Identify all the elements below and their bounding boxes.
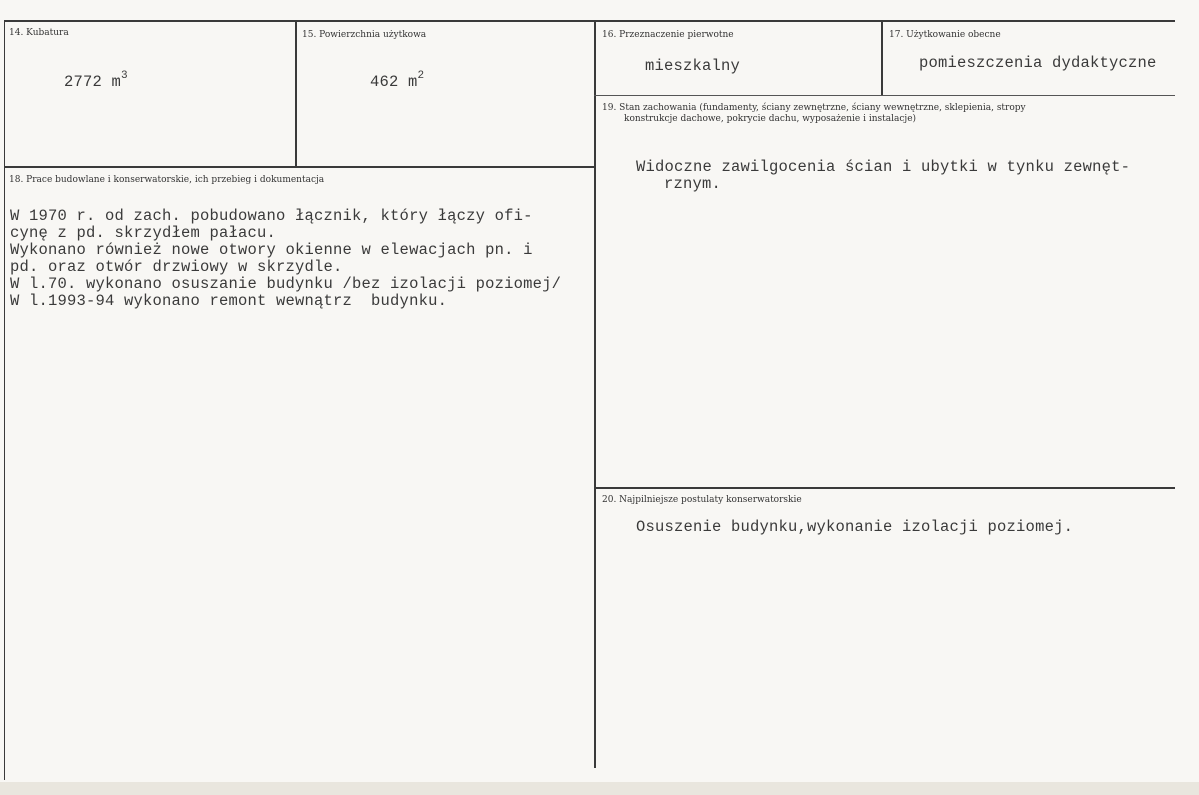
field-19-line: Widoczne zawilgocenia ścian i ubytki w tynku zewnęt- <box>636 158 1131 176</box>
field-17-label: 17. Użytkowanie obecne <box>889 30 1001 40</box>
top-rule <box>4 20 1175 22</box>
field-18-line: cynę z pd. skrzydłem pałacu. <box>10 224 277 242</box>
field-14-value <box>64 70 128 91</box>
field-14-number: 2772 m <box>64 73 122 91</box>
field-18-line: W l.70. wykonano osuszanie budynku /bez izolacji poziomej/ <box>10 275 562 293</box>
field-17-value: pomieszczenia dydaktyczne <box>919 54 1157 72</box>
field-16-value: mieszkalny <box>645 57 741 75</box>
field-16-label: 16. Przeznaczenie pierwotne <box>602 30 734 40</box>
card-bottom-edge <box>0 782 1199 795</box>
field-20-value: Osuszenie budynku,wykonanie izolacji poziomej. <box>636 518 1074 536</box>
field-20-label: 20. Najpilniejsze postulaty konserwatorskie <box>602 495 802 505</box>
field-15-number: 462 m <box>370 73 418 91</box>
field-15-value <box>370 70 425 91</box>
field-18-line: pd. oraz otwór drzwiowy w skrzydle. <box>10 258 343 276</box>
field-18-line: Wykonano również nowe otwory okienne w elewacjach pn. i <box>10 241 533 259</box>
field-14-unit-exponent: 3 <box>121 70 128 82</box>
field-18-label: 18. Prace budowlane i konserwatorskie, ich przebieg i dokumentacja <box>9 175 325 185</box>
field-18-text <box>10 191 561 310</box>
field-19-label-line-2: konstrukcje dachowe, pokrycie dachu, wyposażenie i instalacje) <box>624 114 917 124</box>
field-18-line: W l.1993-94 wykonano remont wewnątrz budynku. <box>10 292 448 310</box>
field-18-line: W 1970 r. od zach. pobudowano łącznik, który łączy ofi- <box>10 207 533 225</box>
field-15-unit-exponent: 2 <box>417 70 425 82</box>
rule-under-14-15 <box>4 166 594 168</box>
left-border <box>4 20 5 780</box>
rule-under-16-17 <box>594 95 1175 96</box>
field-19-label-line-1: 19. Stan zachowania (fundamenty, ściany zewnętrzne, ściany wewnętrzne, sklepienia, stropy <box>602 103 1026 113</box>
field-19-line: rznym. <box>664 175 722 193</box>
field-15-label: 15. Powierzchnia użytkowa <box>302 30 427 40</box>
center-divider <box>594 20 596 768</box>
field-14-label: 14. Kubatura <box>9 28 69 38</box>
divider-14-15 <box>295 20 297 166</box>
divider-16-17 <box>881 20 883 96</box>
field-19-text <box>636 142 1130 193</box>
rule-above-20 <box>594 487 1175 489</box>
